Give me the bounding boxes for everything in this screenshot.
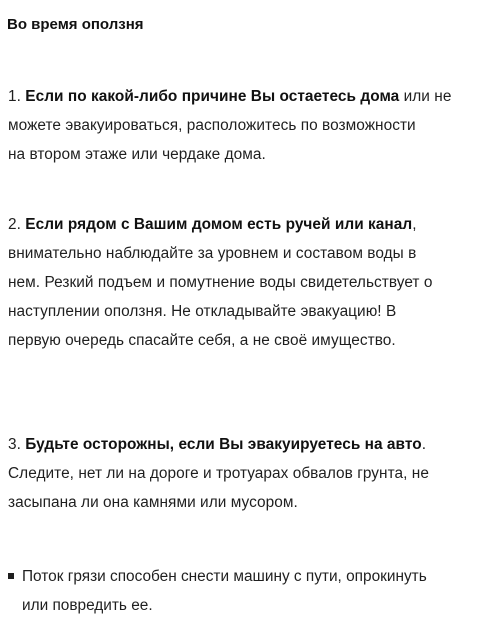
square-bullet-icon [8,573,14,579]
paragraph-3-line-2: Следите, нет ли на дороге и тротуарах обвалов грунта, не [8,465,429,482]
paragraph-2-line-4: наступлении оползня. Не откладывайте эвакуацию! В [8,303,397,320]
paragraph-2-first-line [8,210,472,239]
paragraph-3-bold-lead: Будьте осторожны, если Вы эвакуируетесь на авто [25,436,422,453]
paragraph-3-first-line [8,430,472,459]
bullet-text [22,562,474,620]
paragraph-1-number: 1. [8,88,26,105]
paragraph-1-first-line [8,82,472,111]
paragraph-2 [8,210,472,355]
paragraph-3 [8,430,472,517]
paragraph-2-bold-lead: Если рядом с Вашим домом есть ручей или канал [25,216,413,233]
paragraph-1-line-1: или не [399,88,452,105]
paragraph-3-line-1: . [421,436,427,453]
paragraph-3-number: 3. [8,436,26,453]
paragraph-1-line-3: на втором этаже или чердаке дома. [8,146,266,163]
paragraph-1-bold-lead: Если по какой-либо причине Вы остаетесь дома [25,88,400,105]
paragraph-2-line-2: внимательно наблюдайте за уровнем и составом воды в [8,245,417,262]
bullet-line-1: Поток грязи способен снести машину с пути, опрокинуть [22,568,427,585]
paragraph-2-line-3: нем. Резкий подъем и помутнение воды свидетельствует о [8,274,433,291]
paragraph-1-line-2: можете эвакуироваться, расположитесь по возможности [8,117,416,134]
paragraph-2-line-1: , [412,216,417,233]
paragraph-1 [8,82,472,169]
page-title: Во время оползня [7,16,144,33]
paragraph-3-line-3: засыпана ли она камнями или мусором. [8,494,298,511]
paragraph-2-number: 2. [8,216,26,233]
paragraph-2-line-5: первую очередь спасайте себя, а не своё имущество. [8,332,396,349]
bullet-line-2: или повредить ее. [22,597,153,614]
